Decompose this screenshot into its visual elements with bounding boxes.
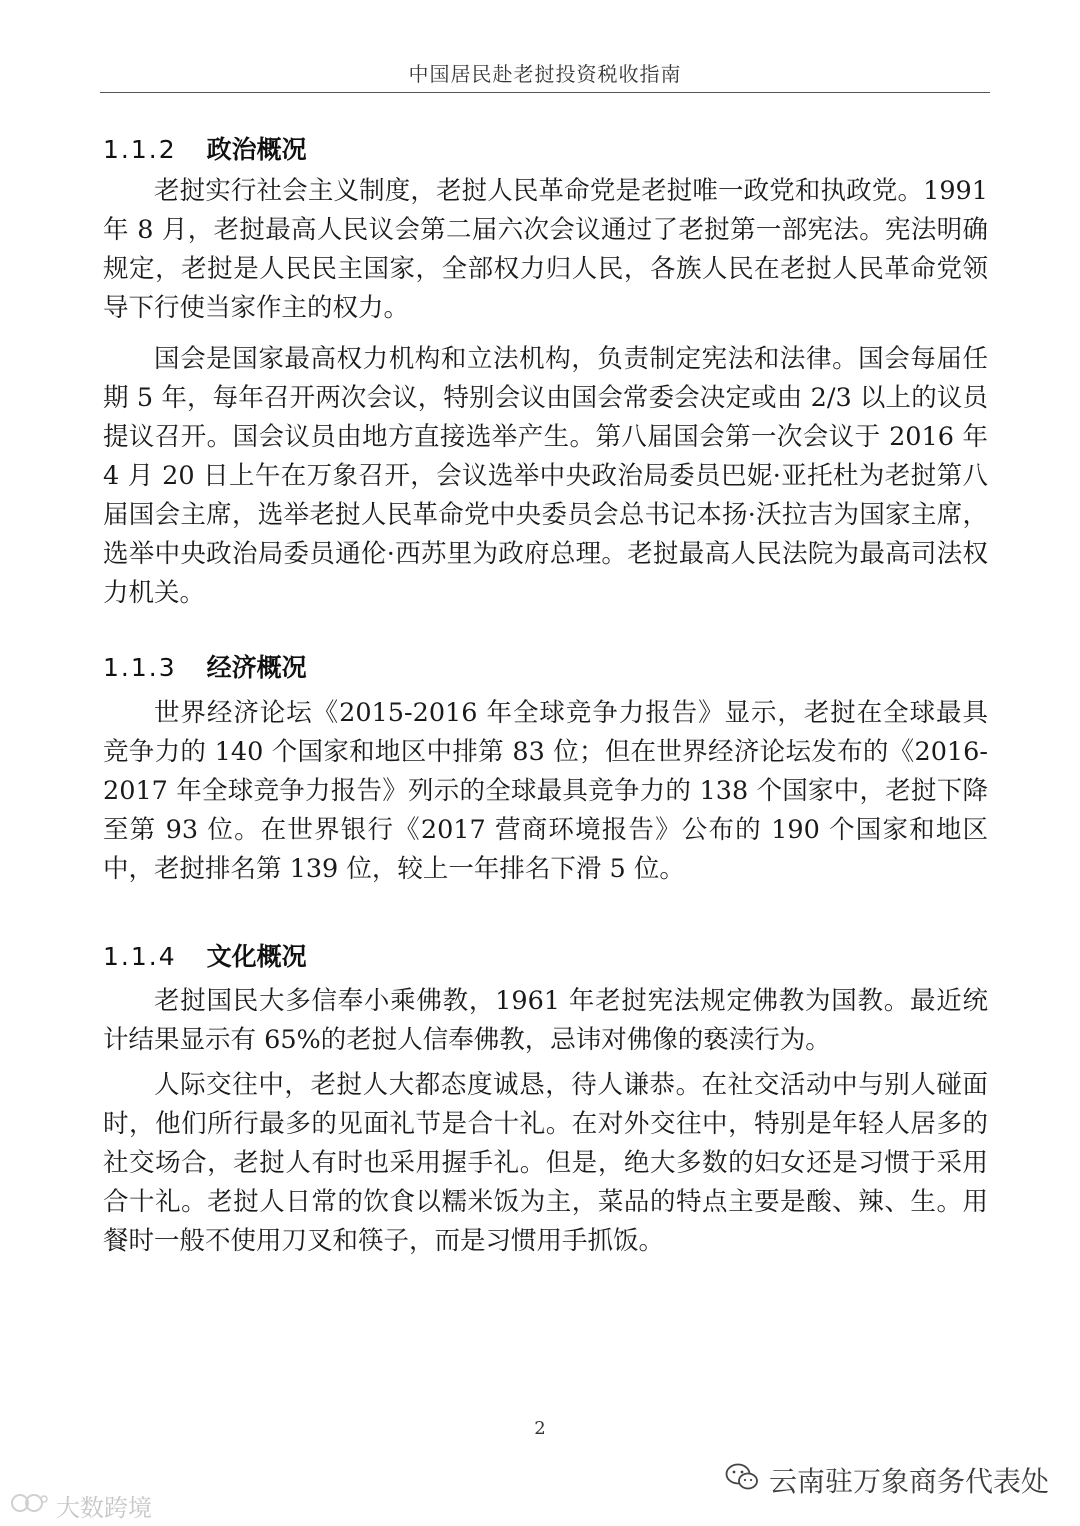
paragraph: 老挝国民大多信奉小乘佛教，1961 年老挝宪法规定佛教为国教。最近统计结果显示有 65%的老挝人信奉佛教，忌讳对佛像的亵渎行为。	[103, 986, 988, 1055]
paragraph: 老挝实行社会主义制度，老挝人民革命党是老挝唯一政党和执政党。1991年 8 月，老挝最高人民议会第二届六次会议通过了老挝第一部宪法。宪法明确规定，老挝是人民民主国家，全部权力归人民，各族人民在老挝人民革命党领导下行使当家作主的权力。	[103, 176, 988, 323]
wechat-account-watermark	[725, 1460, 1049, 1500]
section-heading-economy	[103, 648, 307, 684]
paragraph: 世界经济论坛《2015-2016 年全球竞争力报告》显示，老挝在全球最具竞争力的 140 个国家和地区中排第 83 位；但在世界经济论坛发布的《2016-2017 年全球竞争力报告》列示的全球最具竞争力的 138 个国家中，老挝下降至第 93 位。在世界银行《2017 营商环境报告》公布的 190 个国家和地区中，老挝排名第 139 位，较上一年排名下滑 5 位。	[103, 698, 988, 884]
watermark-text: 大数跨境	[56, 1494, 152, 1522]
page-number: 2	[534, 1418, 546, 1439]
dashu-logo-icon	[10, 1491, 50, 1521]
section-heading-politics	[103, 130, 307, 166]
section-number: 1.1.4	[103, 942, 177, 971]
wechat-icon	[725, 1462, 759, 1499]
section-title: 经济概况	[206, 653, 307, 682]
watermark-text: 云南驻万象商务代表处	[769, 1465, 1050, 1498]
section-number: 1.1.3	[103, 653, 177, 682]
section-title: 文化概况	[206, 942, 307, 971]
section-number: 1.1.2	[103, 135, 177, 164]
section-heading-culture	[103, 937, 307, 973]
header-divider	[100, 92, 990, 93]
paragraph: 人际交往中，老挝人大都态度诚恳，待人谦恭。在社交活动中与别人碰面时，他们所行最多的见面礼节是合十礼。在对外交往中，特别是年轻人居多的社交场合，老挝人有时也采用握手礼。但是，绝大多数的妇女还是习惯于采用合十礼。老挝人日常的饮食以糯米饭为主，菜品的特点主要是酸、辣、生。用餐时一般不使用刀叉和筷子，而是习惯用手抓饭。	[103, 1070, 988, 1256]
brand-watermark	[10, 1488, 152, 1523]
section-title: 政治概况	[206, 135, 307, 164]
page-header-title: 中国居民赴老挝投资税收指南	[408, 62, 682, 86]
paragraph: 国会是国家最高权力机构和立法机构，负责制定宪法和法律。国会每届任期 5 年，每年召开两次会议，特别会议由国会常委会决定或由 2/3 以上的议员提议召开。国会议员由地方直接选举产生。第八届国会第一次会议于 2016 年 4 月 20 日上午在万象召开，会议选举中央政治局委员巴妮·亚托杜为老挝第八届国会主席，选举老挝人民革命党中央委员会总书记本扬·沃拉吉为国家主席，选举中央政治局委员通伦·西苏里为政府总理。老挝最高人民法院为最高司法权力机关。	[103, 344, 988, 608]
